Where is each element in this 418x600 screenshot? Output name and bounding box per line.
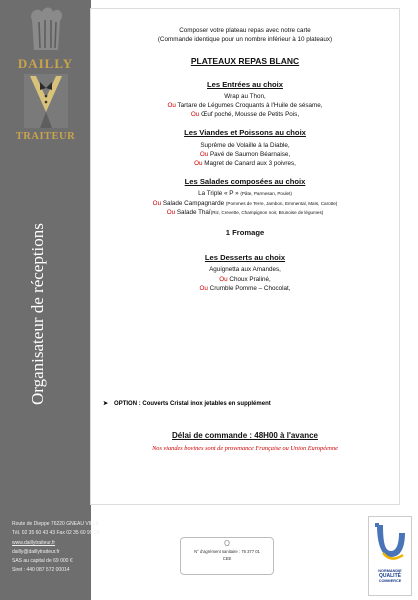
logo-subtitle: TRAITEUR [15, 131, 76, 142]
approval-number: N° d'agrément sanitaire : 76 377 01 [194, 549, 260, 554]
contact-block [12, 520, 100, 576]
email[interactable]: dailly@daillytraiteur.fr [12, 548, 60, 555]
salade-item: Ou Salade Campagnarde (Pommes de Terre, Jambon, Emmental, Maïs, Carotte) [152, 199, 338, 207]
entree-item: Wrap au Thon, [224, 92, 266, 100]
siret: Siret : 440 087 572 00014 [12, 567, 70, 574]
viande-item: Suprême de Volaille à la Diable, [200, 141, 290, 149]
chef-hat-icon [26, 6, 66, 54]
dessert-item: Aguignetta aux Amandes, [209, 266, 281, 274]
option-line: ➤ OPTION : Couverts Cristal inox jetables en supplément [103, 401, 271, 407]
normandie-quality-icon [369, 517, 411, 569]
viande-item: Ou Pavé de Saumon Béarnaise, [199, 150, 291, 158]
website-link[interactable]: www.daillytraiteur.fr [12, 539, 56, 546]
fromage: 1 Fromage [225, 228, 265, 238]
entrees-title: Les Entrées au choix [207, 79, 283, 89]
salade-item: Ou Salade Thaï(Riz, Crevette, Champignon noir, Brunoise de légumes) [166, 208, 324, 216]
sidebar: DAILLY TRAITEUR Organisateur de réceptions Route de Dieppe 76220 GNEAU VILLE Tél. 02 35 60 43 43 Fax 02 35 60 99 29 www.daillytraiteur.fr dailly@daillytraiteur.fr SAS au capital de 69 000 € Siret : 440 087 572 00014 [0, 0, 91, 600]
logo-name: DAILLY [17, 56, 74, 71]
intro [91, 26, 399, 44]
approval-mark-icon [224, 540, 230, 546]
salades-title: Les Salades composées au choix [184, 177, 306, 187]
viande-item: Ou Magret de Canard aux 3 poivres, [194, 160, 296, 168]
normandie-quality-logo [368, 516, 412, 596]
tuxedo-icon [22, 72, 70, 130]
intro-note: (Commande identique pour un nombre inférieur à 10 plateaux) [157, 36, 333, 44]
viandes-title: Les Viandes et Poissons au choix [184, 128, 306, 138]
menu-title: PLATEAUX REPAS BLANC [190, 56, 300, 67]
capital: SAS au capital de 69 000 € [12, 558, 73, 565]
menu-content [91, 26, 399, 293]
entree-item: Ou Tartare de Légumes Croquants à l'Huile de sésame, [167, 102, 323, 110]
beef-origin-note: Nos viandes bovines sont de provenance Française ou Union Européenne [152, 445, 338, 452]
arrow-bullet-icon: ➤ [103, 401, 109, 407]
normandie-label: NORMANDIE [378, 569, 402, 573]
desserts-title: Les Desserts au choix [204, 253, 286, 263]
phone-fax: Tél. 02 35 60 43 43 Fax 02 35 60 99 29 [12, 530, 100, 537]
dessert-item: Ou Crumble Pomme – Chocolat, [199, 284, 291, 292]
approval-cee: CEE [222, 556, 232, 561]
intro-line: Composer votre plateau repas avec notre carte [179, 27, 311, 34]
address: Route de Dieppe 76220 GNEAU VILLE [12, 521, 99, 527]
sanitary-approval-box [180, 537, 274, 575]
entree-item: Ou Œuf poché, Mousse de Petits Pois, [190, 111, 300, 119]
dessert-item: Ou Choux Praliné, [219, 275, 271, 283]
quality-label: QUALITÉ [379, 573, 401, 579]
commerce-label: COMMERCE [378, 579, 402, 583]
salade-item: La Triple « P » (Pâte, Parmesan, Poulet) [198, 190, 292, 198]
order-deadline: Délai de commande : 48H00 à l'avance [172, 431, 318, 440]
